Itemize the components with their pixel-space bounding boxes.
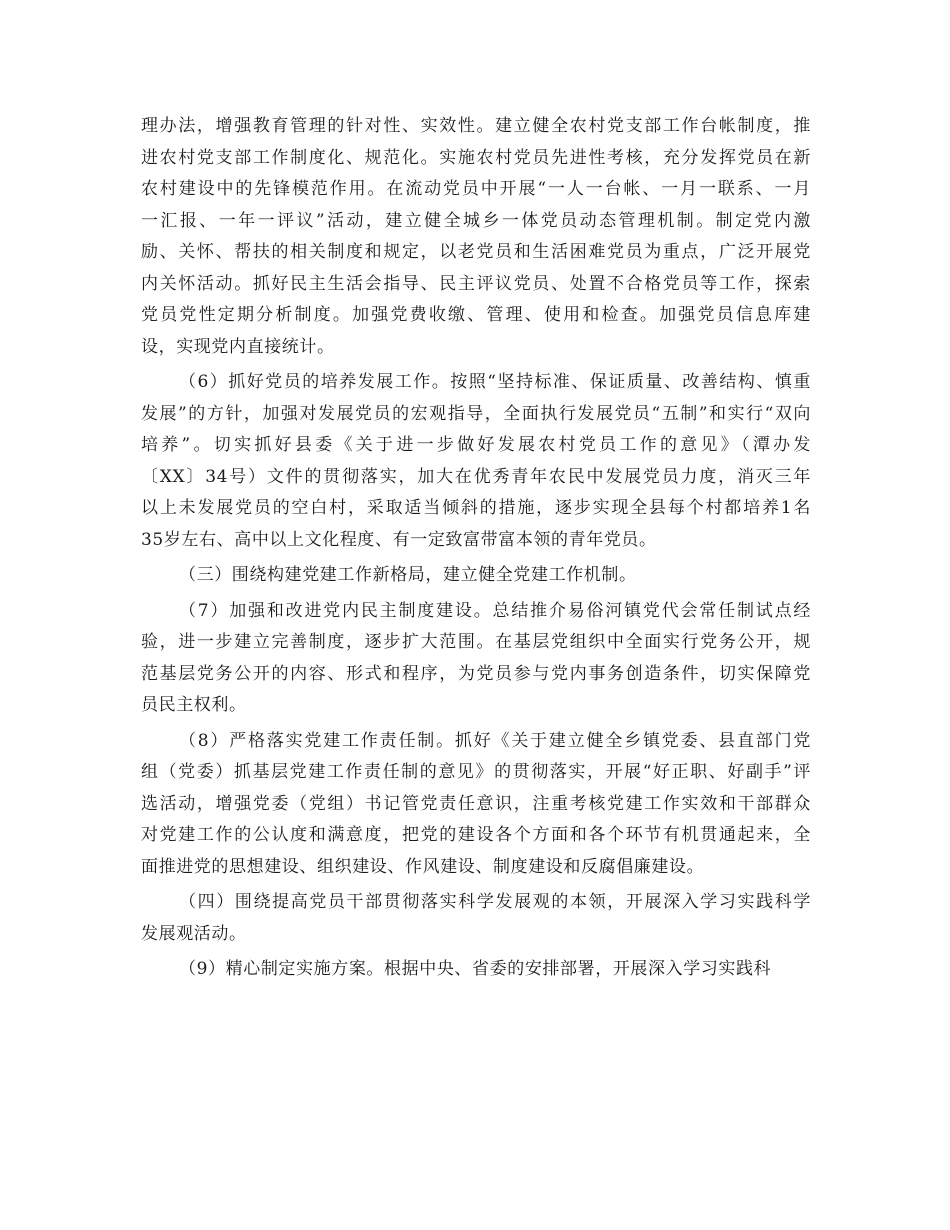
paragraph <box>141 954 811 986</box>
document-body <box>141 111 811 986</box>
text-line: 面推进党的思想建设、组织建设、作风建设、制度建设和反腐倡廉建设。 <box>141 856 705 877</box>
text-line: 〔XX〕34号）文件的贯彻落实，加大在优秀青年农民中发展党员力度，消灭三年 <box>141 466 811 487</box>
text-line: 农村建设中的先锋模范作用。在流动党员中开展“一人一台帐、一月一联系、一月 <box>141 179 811 199</box>
text-line: 选活动，增强党委（党组）书记管党责任意识，注重考核党建工作实效和干部群众 <box>141 793 811 814</box>
text-line: （7）加强和改进党内民主制度建设。总结推介易俗河镇党代会常任制试点经 <box>179 600 811 621</box>
paragraph <box>141 887 811 950</box>
paragraph <box>141 111 811 363</box>
text-line: 党员党性定期分析制度。加强党费收缴、管理、使用和检查。加强党员信息库建 <box>141 305 811 325</box>
text-line: 理办法，增强教育管理的针对性、实效性。建立健全农村党支部工作台帐制度，推 <box>141 116 811 136</box>
text-line: （8）严格落实党建工作责任制。抓好《关于建立健全乡镇党委、县直部门党 <box>179 730 811 751</box>
text-line: 35岁左右、高中以上文化程度、有一定致富带富本领的青年党员。 <box>141 529 657 550</box>
text-line: （三）围绕构建党建工作新格局，建立健全党建工作机制。 <box>179 565 637 585</box>
text-line: 内关怀活动。抓好民主生活会指导、民主评议党员、处置不合格党员等工作，探索 <box>141 273 811 294</box>
paragraph <box>141 367 811 556</box>
text-line: （四）围绕提高党员干部贯彻落实科学发展观的本领，开展深入学习实践科学 <box>179 892 811 912</box>
paragraph <box>141 560 811 592</box>
text-line: （6）抓好党员的培养发展工作。按照“坚持标准、保证质量、改善结构、慎重 <box>179 372 811 392</box>
text-line: 以上未发展党员的空白村，采取适当倾斜的措施，逐步实现全县每个村都培养1名 <box>141 498 811 518</box>
text-line: 发展观活动。 <box>141 923 247 944</box>
text-line: 验，进一步建立完善制度，逐步扩大范围。在基层党组织中全面实行党务公开，规 <box>141 632 811 652</box>
text-line: 对党建工作的公认度和满意度，把党的建设各个方面和各个环节有机贯通起来，全 <box>141 825 811 845</box>
text-line: 培养”。切实抓好县委《关于进一步做好发展农村党员工作的意见》（潭办发 <box>141 435 811 455</box>
text-line: 设，实现党内直接统计。 <box>141 336 335 357</box>
paragraph <box>141 726 811 884</box>
text-line: 进农村党支部工作制度化、规范化。实施农村党员先进性考核，充分发挥党员在新 <box>141 147 811 168</box>
text-line: 范基层党务公开的内容、形式和程序，为党员参与党内事务创造条件，切实保障党 <box>141 663 811 684</box>
text-line: 一汇报、一年一评议”活动，建立健全城乡一体党员动态管理机制。制定党内激 <box>141 210 811 231</box>
text-line: 组（党委）抓基层党建工作责任制的意见》的贯彻落实，开展“好正职、好副手”评 <box>141 762 811 782</box>
paragraph <box>141 596 811 722</box>
text-line: 员民主权利。 <box>141 695 247 715</box>
text-line: （9）精心制定实施方案。根据中央、省委的安排部署，开展深入学习实践科 <box>179 959 772 979</box>
text-line: 发展”的方针，加强对发展党员的宏观指导，全面执行发展党员“五制”和实行“双向 <box>141 403 811 424</box>
text-line: 励、关怀、帮扶的相关制度和规定，以老党员和生活困难党员为重点，广泛开展党 <box>141 242 811 262</box>
